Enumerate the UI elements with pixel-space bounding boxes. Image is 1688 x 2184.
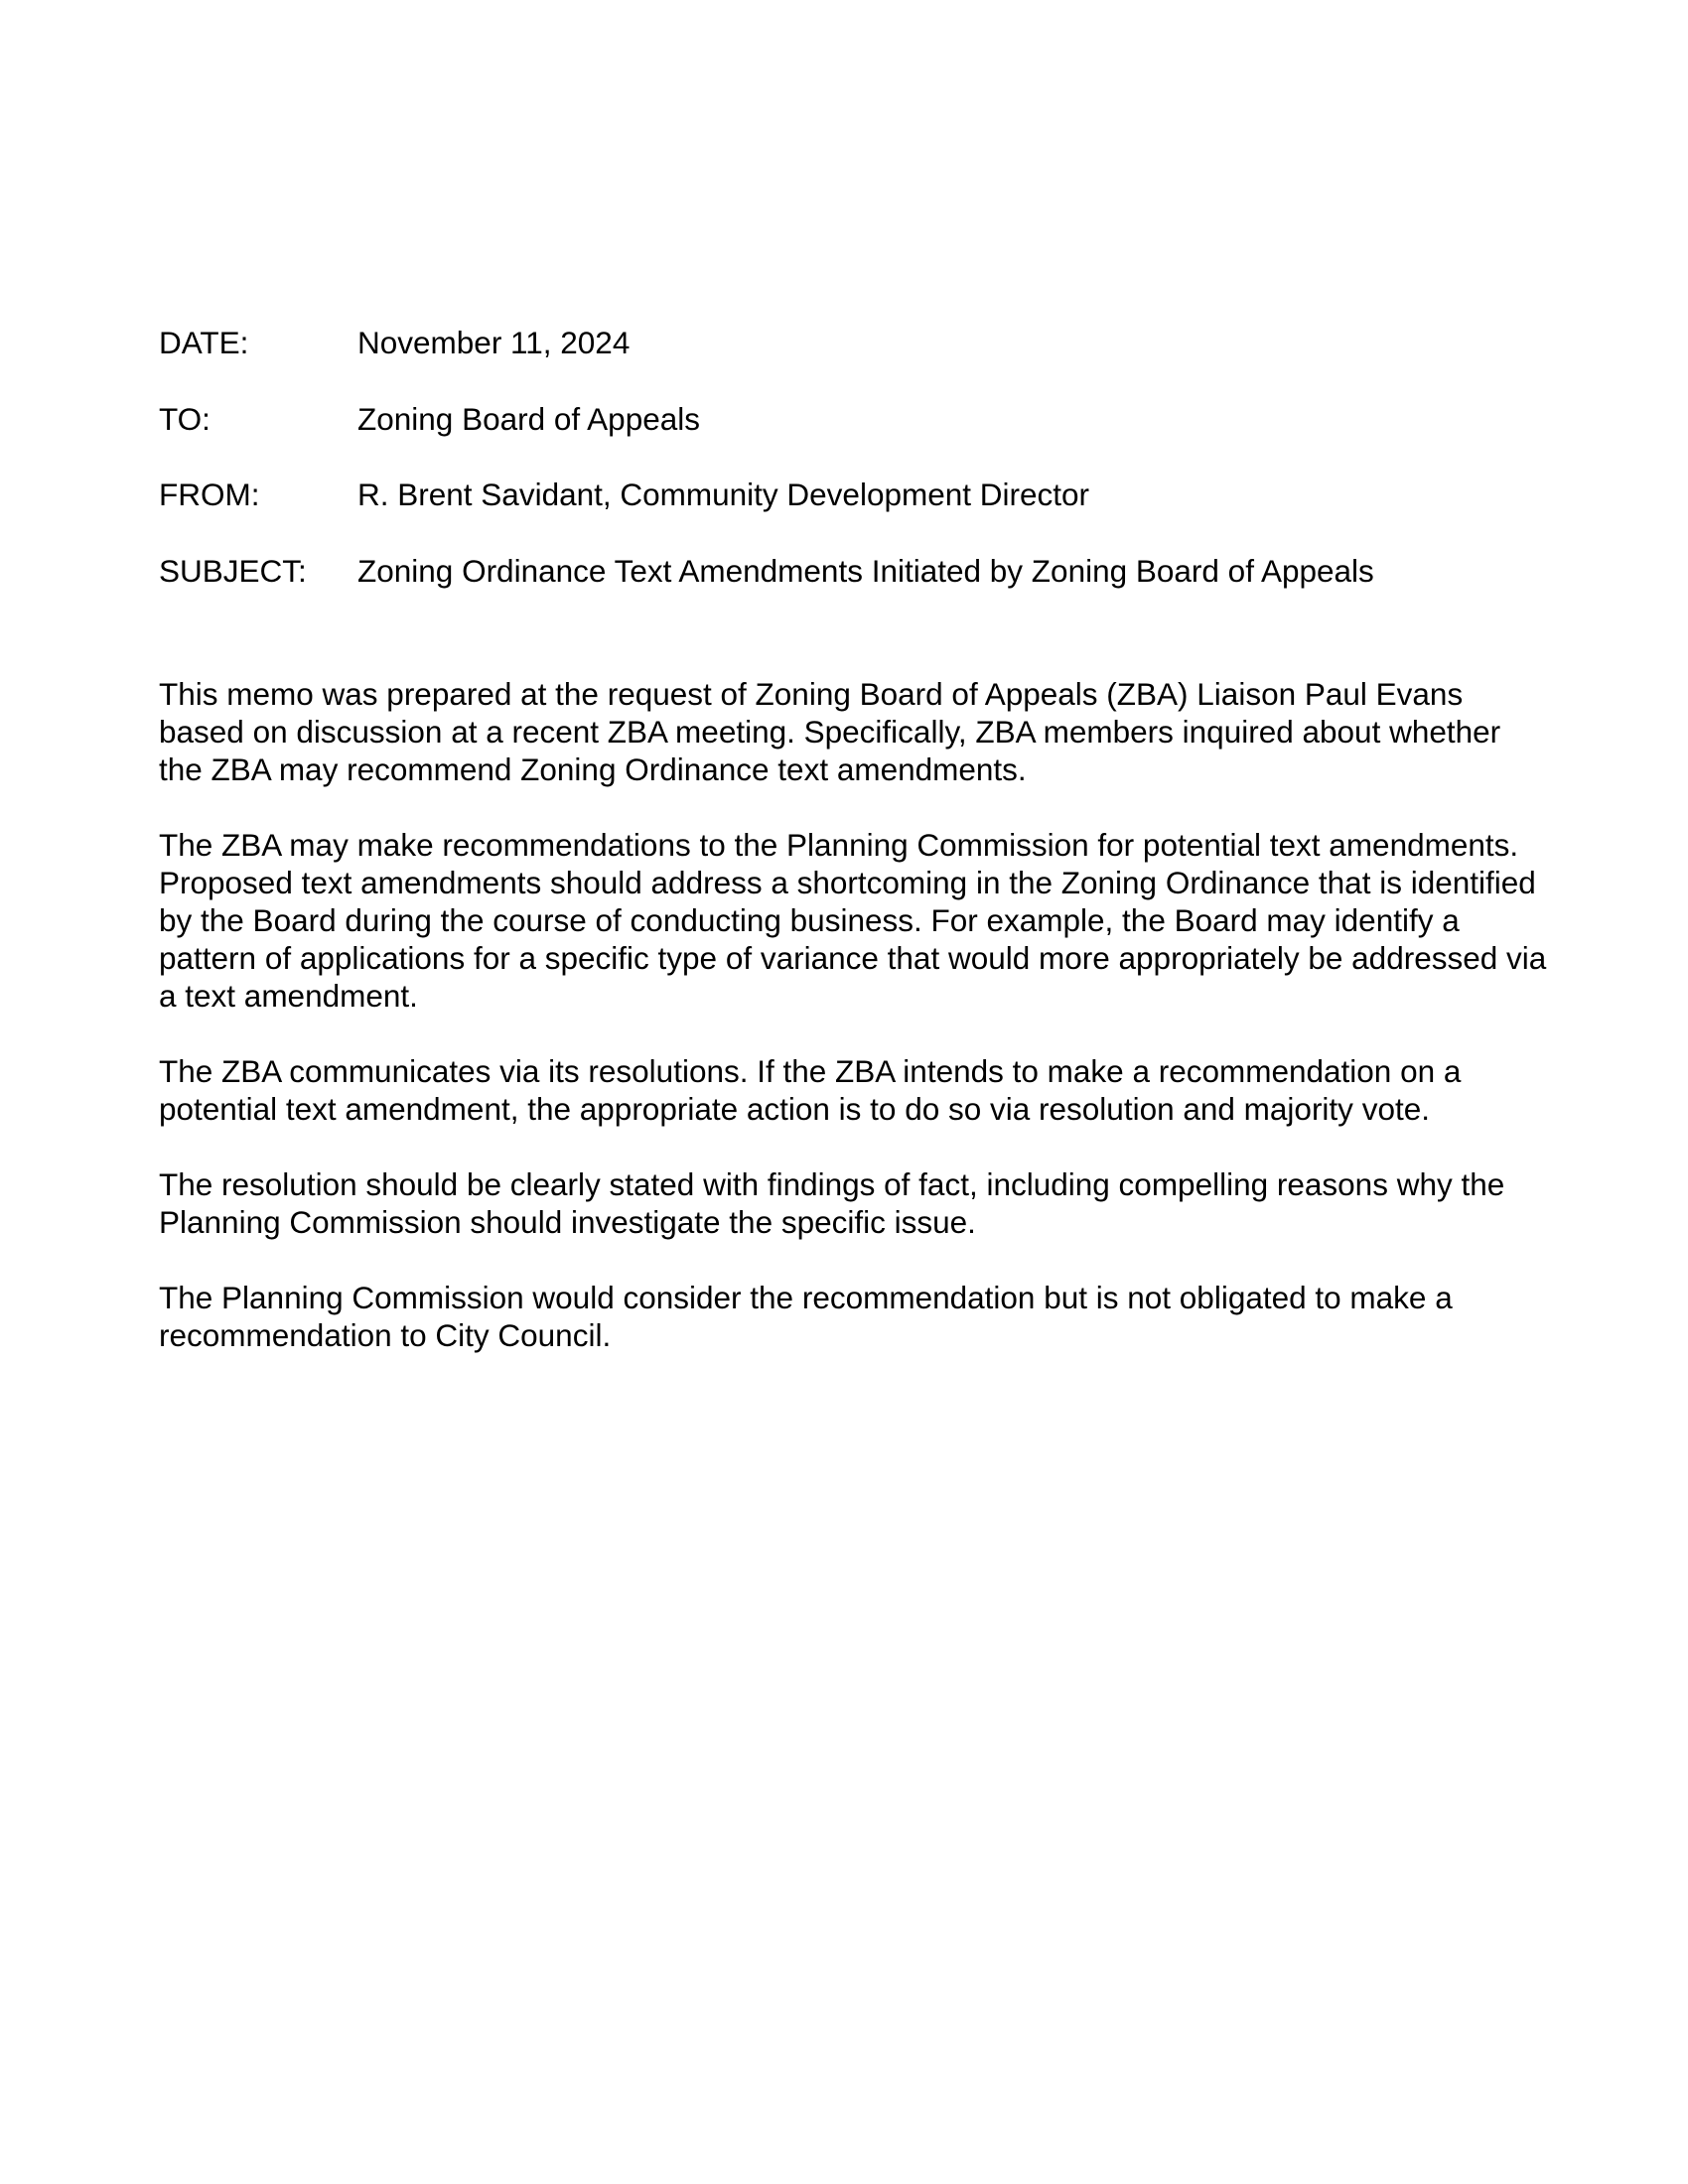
memo-date-row <box>159 325 1549 404</box>
body-paragraph: This memo was prepared at the request of Zoning Board of Appeals (ZBA) Liaison Paul Evans based on discussion at a recent ZBA meeting. Specifically, ZBA members inquired about whether the ZBA may recommend Zoning Ordinance text amendments. <box>159 676 1501 787</box>
date-label: DATE: <box>159 325 249 360</box>
body-paragraph: The Planning Commission would consider the recommendation but is not obligated to make a recommendation to City Council. <box>159 1280 1453 1353</box>
memo-body <box>159 675 1549 1392</box>
date-value: November 11, 2024 <box>357 325 631 360</box>
body-paragraph: The ZBA communicates via its resolutions. If the ZBA intends to make a recommendation on a potential text amendment, the appropriate action is to do so via resolution and majority vote. <box>159 1053 1462 1127</box>
subject-value: Zoning Ordinance Text Amendments Initiated by Zoning Board of Appeals <box>357 552 1374 589</box>
memo-subject-row <box>159 552 1549 632</box>
to-value: Zoning Board of Appeals <box>357 400 700 437</box>
subject-label: SUBJECT: <box>159 552 307 589</box>
body-paragraph: The ZBA may make recommendations to the Planning Commission for potential text amendments. Proposed text amendments should address a shortcoming in the Zoning Ordinance that is identified by the Board during the course of conducting business. For example, the Board may identify a pattern of applications for a specific type of variance that would more appropriately be addressed via a text amendment. <box>159 827 1547 1014</box>
memo-to-row <box>159 400 1549 480</box>
memo-header <box>159 325 1549 631</box>
memo-from-row <box>159 479 1549 556</box>
from-value: R. Brent Savidant, Community Development Director <box>357 477 1090 512</box>
from-label: FROM: <box>159 477 260 512</box>
to-label: TO: <box>159 400 211 437</box>
body-paragraph: The resolution should be clearly stated with findings of fact, including compelling reasons why the Planning Commission should investigate the specific issue. <box>159 1166 1505 1240</box>
